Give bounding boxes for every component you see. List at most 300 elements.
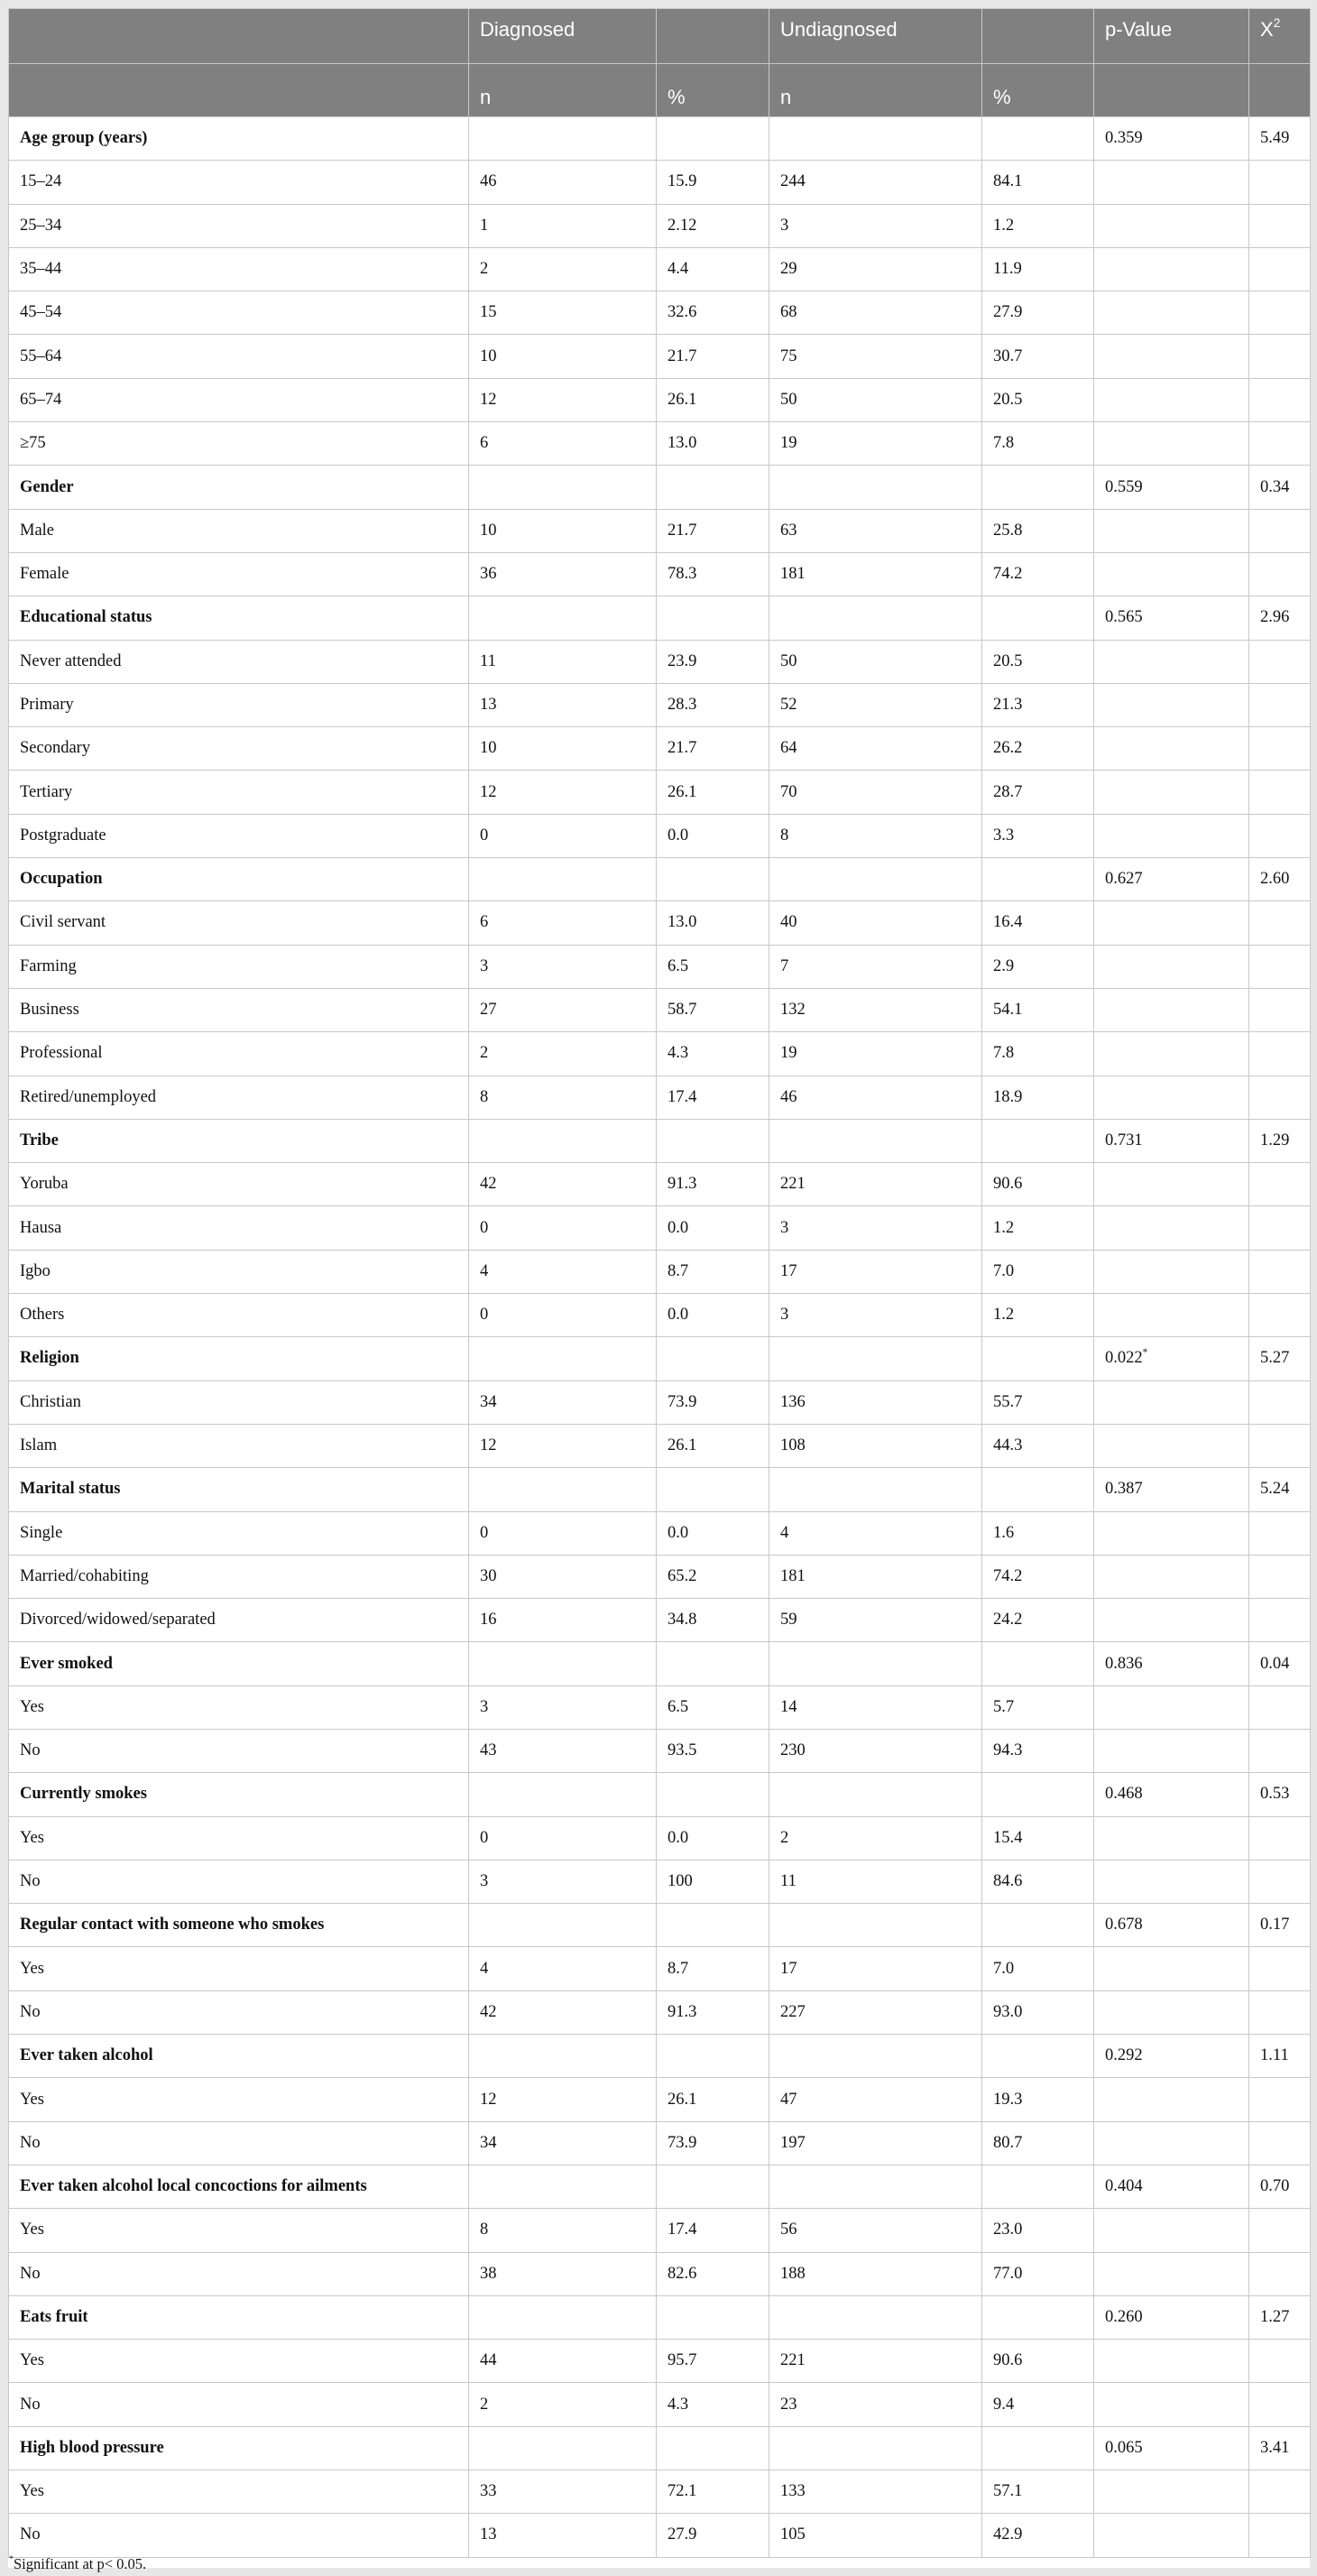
undiagnosed-n-cell: [769, 1729, 982, 1772]
chi-square: 2.96: [1260, 608, 1290, 627]
row-label: Primary: [20, 696, 74, 714]
table-header: [9, 9, 1311, 117]
undiagnosed-n-cell: [769, 2165, 982, 2208]
undiagnosed-pct: 1.6: [993, 1523, 1015, 1542]
p-value-cell: [1094, 2514, 1249, 2557]
undiagnosed-pct: 7.0: [993, 1261, 1015, 1280]
undiagnosed-n: 40: [780, 913, 797, 932]
p-value-cell: [1094, 1424, 1249, 1467]
row-label: Female: [20, 565, 69, 584]
row-label: Postgraduate: [20, 826, 106, 845]
p-value-cell: [1094, 1294, 1249, 1337]
diagnosed-pct-cell: [657, 161, 769, 204]
diagnosed-n: 15: [480, 303, 497, 322]
diagnosed-pct-cell: [657, 2078, 769, 2121]
table-body: [9, 117, 1311, 2558]
section-row: [9, 1119, 1311, 1162]
chi-square-cell: [1249, 1599, 1311, 1642]
table-row: [9, 1250, 1311, 1293]
section-row: [9, 2035, 1311, 2078]
undiagnosed-pct: 90.6: [993, 1175, 1023, 1194]
chi-square-cell: [1249, 1468, 1311, 1511]
undiagnosed-pct: 24.2: [993, 1611, 1023, 1630]
diagnosed-pct: 72.1: [668, 2482, 697, 2501]
diagnosed-n-cell: [469, 2078, 657, 2121]
row-label-cell: [9, 2383, 469, 2426]
chi-square-cell: [1249, 291, 1311, 335]
diagnosed-n-cell: [469, 1729, 657, 1772]
table-row: [9, 814, 1311, 857]
diagnosed-pct-cell: [657, 1555, 769, 1598]
section-row: [9, 1904, 1311, 1947]
diagnosed-pct-cell: [657, 858, 769, 901]
diagnosed-n: 1: [480, 216, 489, 235]
chi-square-cell: [1249, 1947, 1311, 1990]
undiagnosed-pct: 25.8: [993, 521, 1023, 540]
row-label: Ever taken alcohol local concoctions for ailments: [20, 2177, 367, 2196]
row-label-cell: [9, 1119, 469, 1162]
undiagnosed-pct-cell: [982, 2252, 1094, 2295]
p-value-cell: [1094, 1250, 1249, 1293]
diagnosed-pct: 82.6: [668, 2264, 697, 2283]
undiagnosed-pct-cell: [982, 1729, 1094, 1772]
undiagnosed-n-cell: [769, 2121, 982, 2165]
undiagnosed-n: 105: [780, 2525, 806, 2544]
chi-square-cell: [1249, 2121, 1311, 2165]
section-row: [9, 1773, 1311, 1816]
row-label-cell: [9, 1599, 469, 1642]
chi-square-cell: [1249, 1337, 1311, 1380]
diagnosed-pct: 100: [668, 1872, 693, 1891]
p-value-cell: [1094, 2078, 1249, 2121]
diagnosed-n: 42: [480, 1175, 497, 1194]
p-value-cell: [1094, 1206, 1249, 1250]
undiagnosed-n-cell: [769, 117, 982, 161]
chi-square-cell: [1249, 1860, 1311, 1903]
diagnosed-pct: 21.7: [668, 346, 697, 365]
row-label: Divorced/widowed/separated: [20, 1611, 216, 1630]
undiagnosed-pct-cell: [982, 1163, 1094, 1206]
chi-square: 2.60: [1260, 870, 1290, 889]
diagnosed-pct: 23.9: [668, 651, 697, 670]
diagnosed-n-cell: [469, 2121, 657, 2165]
undiagnosed-n-cell: [769, 640, 982, 683]
row-label: Yes: [20, 2482, 44, 2501]
table-row: [9, 640, 1311, 683]
p-value-cell: [1094, 1032, 1249, 1076]
undiagnosed-n: 3: [780, 1306, 789, 1325]
undiagnosed-n-cell: [769, 814, 982, 857]
undiagnosed-pct-cell: [982, 2295, 1094, 2339]
undiagnosed-pct-cell: [982, 1076, 1094, 1119]
row-label-cell: [9, 2514, 469, 2557]
undiagnosed-pct: 11.9: [993, 260, 1022, 279]
chi-square-cell: [1249, 2383, 1311, 2426]
p-value-cell: [1094, 1380, 1249, 1424]
row-label: Yes: [20, 2351, 44, 2370]
diagnosed-pct: 17.4: [668, 2221, 697, 2239]
diagnosed-n: 2: [480, 1044, 489, 1063]
section-row: [9, 466, 1311, 509]
subheader-undiagnosed-pct: %: [982, 64, 1094, 117]
undiagnosed-pct: 44.3: [993, 1436, 1023, 1455]
undiagnosed-pct: 20.5: [993, 651, 1023, 670]
undiagnosed-pct-cell: [982, 1773, 1094, 1816]
undiagnosed-pct: 84.1: [993, 172, 1023, 191]
diagnosed-n: 12: [480, 390, 497, 409]
data-table: [8, 8, 1311, 2558]
row-label: Educational status: [20, 608, 152, 627]
row-label: Civil servant: [20, 913, 106, 932]
row-label: Occupation: [20, 870, 103, 889]
chi-square-cell: [1249, 1380, 1311, 1424]
p-value-cell: [1094, 1773, 1249, 1816]
diagnosed-n-cell: [469, 1816, 657, 1860]
p-value-cell: [1094, 378, 1249, 421]
section-row: [9, 2426, 1311, 2470]
undiagnosed-pct: 30.7: [993, 346, 1023, 365]
row-label: Ever smoked: [20, 1654, 113, 1673]
diagnosed-pct-cell: [657, 1947, 769, 1990]
diagnosed-n: 0: [480, 1218, 489, 1237]
diagnosed-pct-cell: [657, 988, 769, 1031]
table-row: [9, 1511, 1311, 1555]
undiagnosed-n-cell: [769, 901, 982, 945]
row-label: Others: [20, 1306, 65, 1325]
undiagnosed-n-cell: [769, 422, 982, 466]
diagnosed-n-cell: [469, 683, 657, 726]
diagnosed-pct-cell: [657, 1206, 769, 1250]
section-row: [9, 1337, 1311, 1380]
undiagnosed-n-cell: [769, 1860, 982, 1903]
subheader-diagnosed-n: n: [469, 64, 657, 117]
p-value-cell: [1094, 2035, 1249, 2078]
chi-square: 1.29: [1260, 1131, 1290, 1150]
subheader-p-blank: [1094, 64, 1249, 117]
p-value-cell: [1094, 2340, 1249, 2383]
row-label: Tribe: [20, 1131, 59, 1150]
subheader-blank: [9, 64, 469, 117]
undiagnosed-pct-cell: [982, 1685, 1094, 1729]
row-label-cell: [9, 727, 469, 771]
diagnosed-n: 10: [480, 346, 497, 365]
chi-square-cell: [1249, 552, 1311, 596]
row-label: Regular contact with someone who smokes: [20, 1916, 325, 1934]
undiagnosed-n-cell: [769, 1773, 982, 1816]
p-value-cell: [1094, 988, 1249, 1031]
row-label: Age group (years): [20, 129, 148, 148]
chi-square-cell: [1249, 1076, 1311, 1119]
row-label-cell: [9, 1990, 469, 2034]
diagnosed-n: 3: [480, 1872, 489, 1891]
diagnosed-pct-cell: [657, 683, 769, 726]
row-label: Retired/unemployed: [20, 1087, 157, 1106]
table-row: [9, 1860, 1311, 1903]
table-sheet: [8, 8, 1310, 2572]
undiagnosed-pct-cell: [982, 1990, 1094, 2034]
header-diagnosed-pct-blank: [657, 9, 769, 64]
p-value-cell: [1094, 552, 1249, 596]
diagnosed-pct: 78.3: [668, 565, 697, 584]
row-label-cell: [9, 1555, 469, 1598]
diagnosed-pct: 13.0: [668, 434, 697, 453]
undiagnosed-pct-cell: [982, 771, 1094, 814]
undiagnosed-pct: 1.2: [993, 1218, 1015, 1237]
chi-square-cell: [1249, 1206, 1311, 1250]
table-row: [9, 1294, 1311, 1337]
undiagnosed-n-cell: [769, 291, 982, 335]
diagnosed-n-cell: [469, 1860, 657, 1903]
diagnosed-n: 27: [480, 1001, 497, 1020]
row-label: 15–24: [20, 172, 62, 191]
undiagnosed-n: 29: [780, 260, 797, 279]
chi-square-cell: [1249, 1685, 1311, 1729]
diagnosed-n-cell: [469, 2252, 657, 2295]
row-label-cell: [9, 2470, 469, 2514]
p-value-cell: [1094, 2121, 1249, 2165]
header-chi-square: [1249, 9, 1311, 64]
undiagnosed-n: 68: [780, 303, 797, 322]
undiagnosed-pct: 55.7: [993, 1392, 1023, 1411]
row-label-cell: [9, 1816, 469, 1860]
diagnosed-n-cell: [469, 1032, 657, 1076]
undiagnosed-pct-cell: [982, 901, 1094, 945]
undiagnosed-pct-cell: [982, 291, 1094, 335]
diagnosed-n-cell: [469, 901, 657, 945]
diagnosed-pct-cell: [657, 2209, 769, 2252]
subheader-undiagnosed-n: n: [769, 64, 982, 117]
diagnosed-pct-cell: [657, 2295, 769, 2339]
chi-square: 0.17: [1260, 1916, 1290, 1934]
diagnosed-pct: 65.2: [668, 1566, 697, 1585]
undiagnosed-pct: 7.0: [993, 1959, 1015, 1978]
undiagnosed-n: 3: [780, 216, 789, 235]
diagnosed-n: 12: [480, 1436, 497, 1455]
undiagnosed-n-cell: [769, 2426, 982, 2470]
row-label: Single: [20, 1523, 63, 1542]
chi-square: 3.41: [1260, 2438, 1290, 2457]
footnote: [8, 2555, 146, 2573]
undiagnosed-n: 56: [780, 2221, 797, 2239]
undiagnosed-pct-cell: [982, 988, 1094, 1031]
p-value: 0.359: [1105, 129, 1143, 148]
p-value-cell: [1094, 422, 1249, 466]
row-label: No: [20, 2264, 41, 2283]
row-label: Igbo: [20, 1261, 51, 1280]
undiagnosed-n: 136: [780, 1392, 806, 1411]
undiagnosed-pct-cell: [982, 1816, 1094, 1860]
diagnosed-pct: 32.6: [668, 303, 697, 322]
row-label-cell: [9, 1468, 469, 1511]
diagnosed-n: 8: [480, 2221, 489, 2239]
table-row: [9, 422, 1311, 466]
row-label-cell: [9, 1729, 469, 1772]
row-label: Eats fruit: [20, 2307, 88, 2326]
p-value-cell: [1094, 1555, 1249, 1598]
diagnosed-n-cell: [469, 1511, 657, 1555]
undiagnosed-pct-cell: [982, 1337, 1094, 1380]
row-label-cell: [9, 1380, 469, 1424]
row-label-cell: [9, 640, 469, 683]
diagnosed-n-cell: [469, 945, 657, 988]
row-label: Farming: [20, 956, 77, 975]
diagnosed-n-cell: [469, 291, 657, 335]
row-label: Hausa: [20, 1218, 62, 1237]
undiagnosed-n-cell: [769, 1250, 982, 1293]
row-label: 25–34: [20, 216, 62, 235]
diagnosed-pct-cell: [657, 1380, 769, 1424]
row-label-cell: [9, 2252, 469, 2295]
diagnosed-pct: 73.9: [668, 1392, 697, 1411]
undiagnosed-pct: 28.7: [993, 782, 1023, 801]
diagnosed-pct-cell: [657, 1119, 769, 1162]
row-label: No: [20, 1741, 41, 1760]
undiagnosed-n-cell: [769, 2078, 982, 2121]
undiagnosed-pct-cell: [982, 1424, 1094, 1467]
undiagnosed-pct-cell: [982, 2078, 1094, 2121]
chi-square-cell: [1249, 2426, 1311, 2470]
chi-square-cell: [1249, 858, 1311, 901]
undiagnosed-pct-cell: [982, 1250, 1094, 1293]
row-label: Male: [20, 521, 55, 540]
table-row: [9, 161, 1311, 204]
section-row: [9, 117, 1311, 161]
p-value-cell: [1094, 509, 1249, 552]
table-row: [9, 945, 1311, 988]
undiagnosed-n-cell: [769, 1642, 982, 1685]
row-label-cell: [9, 552, 469, 596]
undiagnosed-pct: 5.7: [993, 1697, 1015, 1716]
row-label: Christian: [20, 1392, 81, 1411]
diagnosed-pct: 6.5: [668, 956, 689, 975]
undiagnosed-pct-cell: [982, 1555, 1094, 1598]
diagnosed-pct-cell: [657, 2514, 769, 2557]
diagnosed-pct: 34.8: [668, 1611, 697, 1630]
header-undiagnosed: Undiagnosed: [769, 9, 982, 64]
row-label: No: [20, 2133, 41, 2152]
section-row: [9, 596, 1311, 640]
table-row: [9, 1032, 1311, 1076]
diagnosed-n: 10: [480, 739, 497, 758]
p-value-cell: [1094, 2252, 1249, 2295]
undiagnosed-n: 221: [780, 2351, 806, 2370]
row-label-cell: [9, 378, 469, 421]
p-value: 0.260: [1105, 2307, 1143, 2326]
undiagnosed-n: 188: [780, 2264, 806, 2283]
chi-square-cell: [1249, 1250, 1311, 1293]
diagnosed-n-cell: [469, 2340, 657, 2383]
undiagnosed-pct: 26.2: [993, 739, 1023, 758]
p-value-cell: [1094, 771, 1249, 814]
table-row: [9, 552, 1311, 596]
diagnosed-n-cell: [469, 2295, 657, 2339]
row-label: ≥75: [20, 434, 46, 453]
diagnosed-n-cell: [469, 596, 657, 640]
subheader-diagnosed-pct: %: [657, 64, 769, 117]
table-row: [9, 335, 1311, 378]
diagnosed-n-cell: [469, 1904, 657, 1947]
diagnosed-n-cell: [469, 1294, 657, 1337]
undiagnosed-pct: 9.4: [993, 2395, 1015, 2414]
chi-square-cell: [1249, 1642, 1311, 1685]
diagnosed-pct-cell: [657, 2165, 769, 2208]
diagnosed-n-cell: [469, 552, 657, 596]
undiagnosed-n: 11: [780, 1872, 797, 1891]
undiagnosed-n-cell: [769, 1337, 982, 1380]
chi-square-cell: [1249, 1555, 1311, 1598]
diagnosed-pct: 58.7: [668, 1001, 697, 1020]
chi-exponent: 2: [1273, 15, 1281, 30]
row-label-cell: [9, 1163, 469, 1206]
undiagnosed-pct-cell: [982, 1206, 1094, 1250]
undiagnosed-pct-cell: [982, 640, 1094, 683]
undiagnosed-pct-cell: [982, 1468, 1094, 1511]
footnote-mark: *: [9, 2554, 14, 2565]
undiagnosed-n: 108: [780, 1436, 806, 1455]
undiagnosed-n-cell: [769, 1511, 982, 1555]
diagnosed-pct: 28.3: [668, 696, 697, 714]
diagnosed-n-cell: [469, 858, 657, 901]
undiagnosed-pct: 77.0: [993, 2264, 1023, 2283]
row-label-cell: [9, 204, 469, 247]
diagnosed-n-cell: [469, 727, 657, 771]
undiagnosed-n-cell: [769, 1119, 982, 1162]
diagnosed-n-cell: [469, 2209, 657, 2252]
table-row: [9, 683, 1311, 726]
diagnosed-pct-cell: [657, 596, 769, 640]
diagnosed-pct-cell: [657, 1729, 769, 1772]
undiagnosed-n: 23: [780, 2395, 797, 2414]
p-value: 0.065: [1105, 2438, 1143, 2457]
row-label-cell: [9, 596, 469, 640]
undiagnosed-pct-cell: [982, 552, 1094, 596]
diagnosed-n-cell: [469, 1555, 657, 1598]
undiagnosed-n-cell: [769, 2340, 982, 2383]
undiagnosed-n-cell: [769, 2514, 982, 2557]
diagnosed-pct-cell: [657, 640, 769, 683]
p-value: 0.565: [1105, 608, 1143, 627]
diagnosed-n: 30: [480, 1566, 497, 1585]
diagnosed-pct-cell: [657, 1685, 769, 1729]
subheader-chi-blank: [1249, 64, 1311, 117]
undiagnosed-pct: 15.4: [993, 1828, 1023, 1847]
table-row: [9, 247, 1311, 291]
diagnosed-n-cell: [469, 640, 657, 683]
undiagnosed-pct: 27.9: [993, 303, 1023, 322]
p-value-cell: [1094, 1729, 1249, 1772]
diagnosed-pct-cell: [657, 771, 769, 814]
p-value-cell: [1094, 1511, 1249, 1555]
undiagnosed-n: 133: [780, 2482, 806, 2501]
diagnosed-pct-cell: [657, 1294, 769, 1337]
row-label-cell: [9, 1773, 469, 1816]
row-label-cell: [9, 1860, 469, 1903]
diagnosed-n: 44: [480, 2351, 497, 2370]
undiagnosed-n: 52: [780, 696, 797, 714]
diagnosed-pct-cell: [657, 2035, 769, 2078]
diagnosed-pct-cell: [657, 2252, 769, 2295]
row-label-cell: [9, 1904, 469, 1947]
table-row: [9, 1685, 1311, 1729]
diagnosed-pct: 21.7: [668, 521, 697, 540]
diagnosed-n-cell: [469, 1380, 657, 1424]
row-label: Religion: [20, 1349, 79, 1368]
table-row: [9, 1424, 1311, 1467]
chi-square-cell: [1249, 1294, 1311, 1337]
undiagnosed-pct-cell: [982, 1380, 1094, 1424]
row-label-cell: [9, 2340, 469, 2383]
p-value-cell: [1094, 2426, 1249, 2470]
